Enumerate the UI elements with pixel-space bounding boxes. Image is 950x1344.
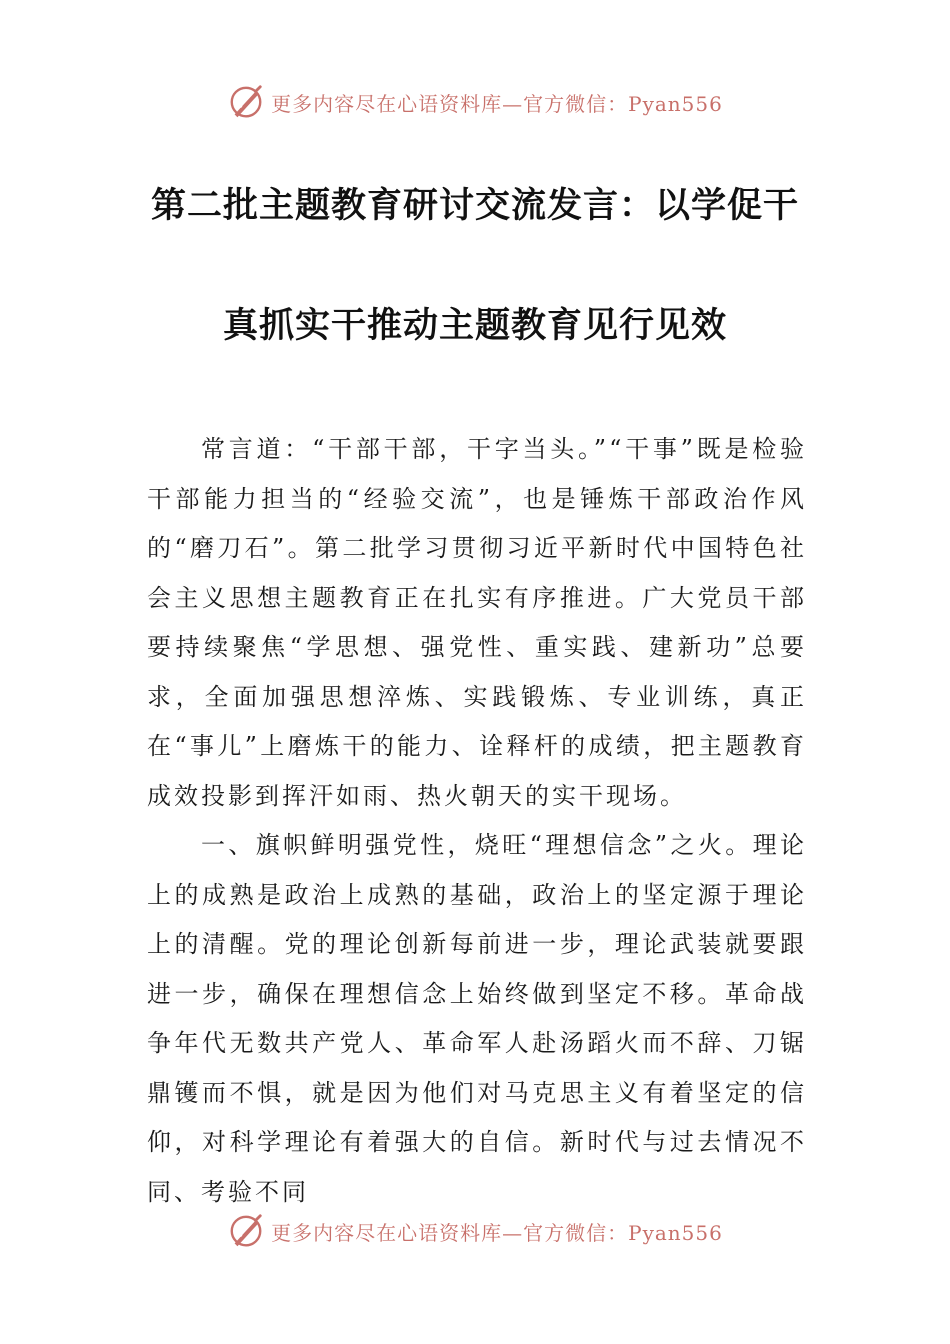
document-body — [147, 425, 807, 1217]
pen-logo-icon — [227, 83, 265, 121]
watermark-header — [0, 82, 950, 122]
document-title-line-1: 第二批主题教育研讨交流发言：以学促干 — [150, 185, 799, 226]
paragraph: 一、旗帜鲜明强党性，烧旺“理想信念”之火。理论上的成熟是政治上成熟的基础，政治上的坚定源于理论上的清醒。党的理论创新每前进一步，理论武装就要跟进一步，确保在理想信念上始终做到坚定不移。革命战争年代无数共产党人、革命军人赴汤蹈火而不辞、刀锯鼎镬而不惧，就是因为他们对马克思主义有着坚定的信仰，对科学理论有着强大的自信。新时代与过去情况不同、考验不同 — [147, 831, 807, 1206]
watermark-footer — [0, 1211, 950, 1251]
watermark-text: 更多内容尽在心语资料库—官方微信：Pyan556 — [271, 1220, 723, 1245]
paragraph: 常言道：“干部干部，干字当头。”“干事”既是检验干部能力担当的“经验交流”，也是锤炼干部政治作风的“磨刀石”。第二批学习贯彻习近平新时代中国特色社会主义思想主题教育正在扎实有序推进。广大党员干部要持续聚焦“学思想、强党性、重实践、建新功”总要求，全面加强思想淬炼、实践锻炼、专业训练，真正在“事儿”上磨炼干的能力、诠释杆的成绩，把主题教育成效投影到挥汗如雨、热火朝天的实干现场。 — [147, 435, 807, 810]
watermark-text: 更多内容尽在心语资料库—官方微信：Pyan556 — [271, 91, 723, 116]
pen-logo-icon — [227, 1212, 265, 1250]
document-title-line-2: 真抓实干推动主题教育见行见效 — [222, 305, 727, 346]
